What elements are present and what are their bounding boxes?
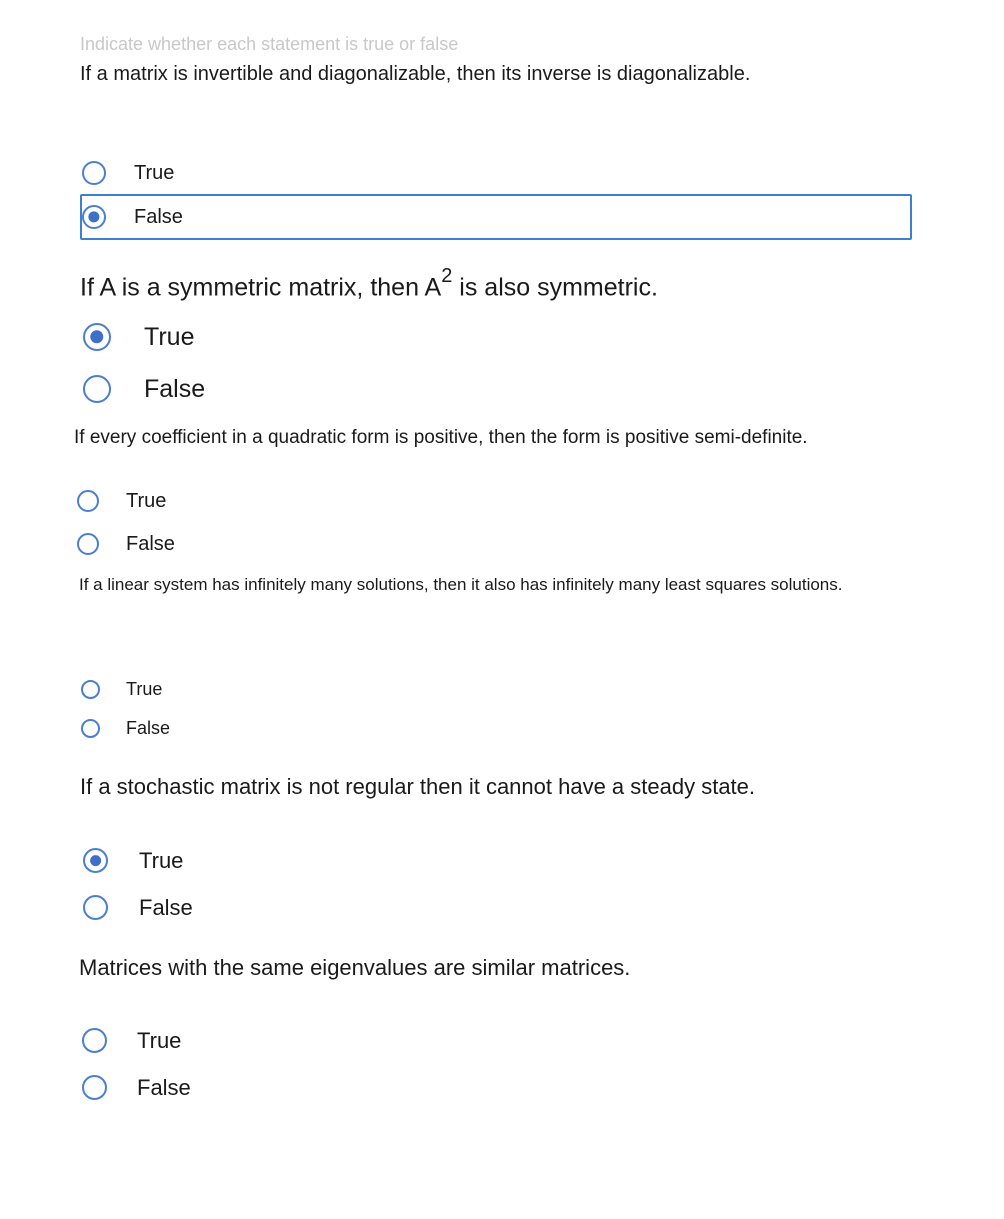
option-label: True — [126, 489, 167, 512]
radio-button-icon[interactable] — [81, 719, 100, 738]
question-4-option-false[interactable] — [81, 719, 170, 738]
question-4-text: If a linear system has infinitely many solutions, then it also has infinitely many least squares solutions. — [79, 575, 843, 594]
option-label: True — [137, 1027, 182, 1053]
radio-button-checked-icon[interactable] — [82, 205, 106, 229]
question-2-text-end: is also symmetric. — [452, 273, 658, 302]
question-6-text: Matrices with the same eigenvalues are similar matrices. — [79, 955, 631, 980]
radio-button-icon[interactable] — [81, 680, 100, 699]
question-2-option-true[interactable] — [83, 323, 194, 351]
question-6-option-false[interactable] — [82, 1075, 191, 1100]
radio-button-icon[interactable] — [77, 533, 99, 555]
option-label: False — [126, 532, 175, 555]
cut-off-heading-text: Indicate whether each statement is true or false — [80, 34, 459, 54]
question-1-option-true[interactable] — [82, 161, 174, 185]
superscript: 2 — [441, 265, 453, 287]
radio-button-icon[interactable] — [82, 1028, 107, 1053]
question-1-text: If a matrix is invertible and diagonalizable, then its inverse is diagonalizable. — [80, 63, 751, 85]
radio-button-icon[interactable] — [82, 1075, 107, 1100]
option-label: False — [134, 205, 183, 228]
question-5-option-true[interactable] — [83, 848, 183, 873]
question-5-text: If a stochastic matrix is not regular then it cannot have a steady state. — [80, 774, 756, 799]
option-label: True — [144, 322, 195, 351]
question-6-option-true[interactable] — [82, 1028, 181, 1053]
question-2-text-main: If A is a symmetric matrix, then A — [80, 273, 442, 302]
option-label: True — [134, 161, 175, 184]
question-3-option-false[interactable] — [77, 533, 175, 555]
radio-button-icon[interactable] — [82, 161, 106, 185]
question-2-option-false[interactable] — [83, 375, 205, 403]
question-4-option-true[interactable] — [81, 680, 162, 699]
question-2-text — [80, 265, 658, 302]
radio-button-checked-icon[interactable] — [83, 323, 111, 351]
option-label: True — [139, 847, 184, 873]
selected-option-highlight — [80, 194, 912, 240]
question-5-option-false[interactable] — [83, 895, 193, 920]
option-label: False — [144, 374, 206, 403]
option-label: False — [137, 1074, 191, 1100]
question-1-option-false[interactable] — [82, 205, 183, 229]
radio-button-icon[interactable] — [77, 490, 99, 512]
radio-button-icon[interactable] — [83, 375, 111, 403]
option-label: True — [126, 679, 163, 699]
question-3-option-true[interactable] — [77, 490, 166, 512]
cut-off-heading — [80, 34, 550, 54]
radio-button-icon[interactable] — [83, 895, 108, 920]
option-label: False — [126, 718, 171, 738]
question-3-text: If every coefficient in a quadratic form is positive, then the form is positive semi-definite. — [74, 427, 808, 448]
option-label: False — [139, 894, 193, 920]
radio-button-checked-icon[interactable] — [83, 848, 108, 873]
